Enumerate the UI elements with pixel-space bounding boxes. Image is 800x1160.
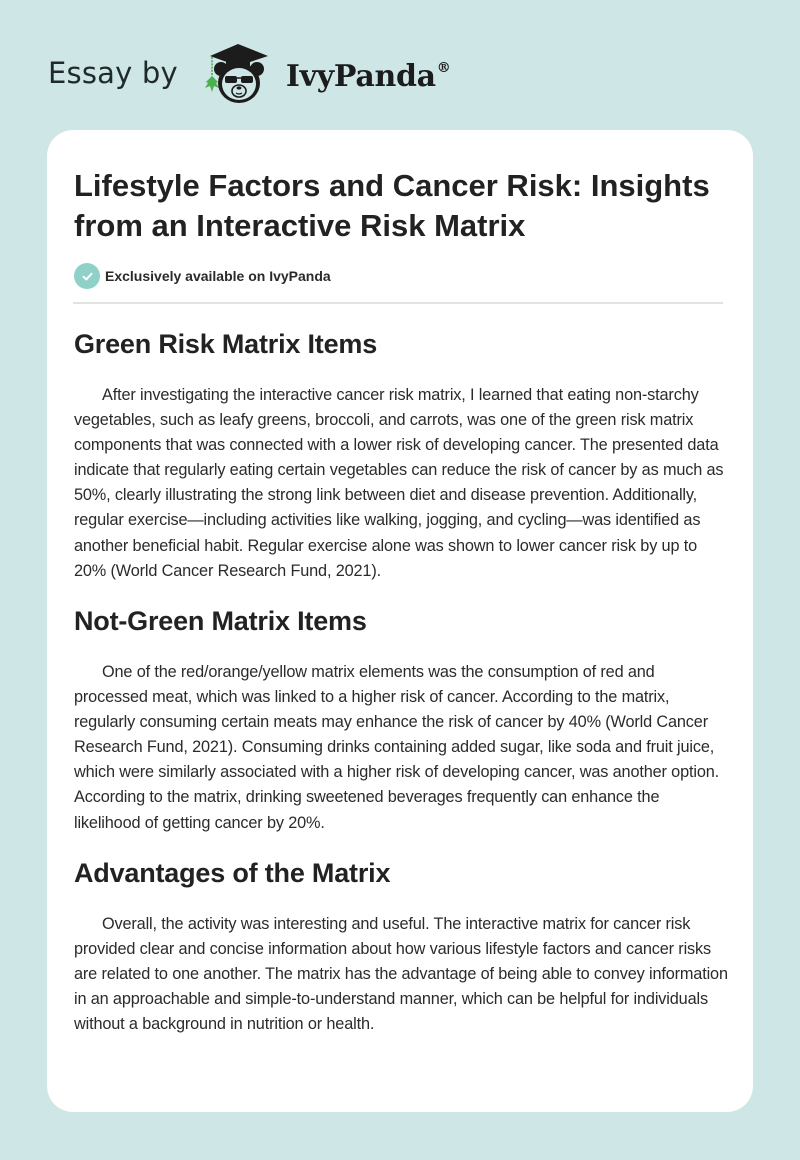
section-paragraph: One of the red/orange/yellow matrix elements was the consumption of red and processed meat, which was linked to a higher risk of cancer. According to the matrix, regularly consuming certain meats may enhance the risk of cancer by 40% (World Cancer Research Fund, 2021). Consuming drinks containing added sugar, like soda and fruit juice, which were similarly associated with a higher risk of developing cancer, was another option. According to the matrix, drinking sweetened beverages frequently can enhance the likelihood of getting cancer by 20%. [74,663,720,832]
section-paragraph: After investigating the interactive cancer risk matrix, I learned that eating non-starchy vegetables, such as leafy greens, broccoli, and carrots, was one of the green risk matrix components that was connected with a lower risk of developing cancer. The presented data indicate that regularly eating certain vegetables can reduce the risk of cancer by as much as 50%, clearly illustrating the strong link between diet and disease prevention. Additionally, regular exercise—including activities like walking, jogging, and cycling—was identified as another beneficial habit. Regular exercise alone was shown to lower cancer risk by up to 20% (World Cancer Research Fund, 2021). [74,386,724,580]
section-heading: Advantages of the Matrix [74,858,391,888]
essay-by-label: Essay by [48,55,178,90]
section-not-green [74,604,729,836]
essay-card [47,130,753,1112]
section-paragraph: Overall, the activity was interesting and useful. The interactive matrix for cancer risk provided clear and concise information about how various lifestyle factors and cancer risks are related to one another. The matrix has the advantage of being able to convey information in an approachable and simple-to-understand manner, which can be helpful for individuals without a background in nutrition or health. [74,915,728,1034]
check-circle-icon [74,263,100,289]
page-title: Lifestyle Factors and Cancer Risk: Insights from an Interactive Risk Matrix [74,168,710,243]
ivypanda-logo-link[interactable] [196,36,451,108]
exclusive-text: Exclusively available on IvyPanda [105,268,331,284]
panda-graduate-icon [196,36,280,108]
brand-name: IvyPanda® [285,58,451,94]
section-heading: Green Risk Matrix Items [74,329,378,359]
section-green-risk [74,327,729,584]
section-heading: Not-Green Matrix Items [74,606,367,636]
divider [73,302,723,304]
section-advantages [74,856,729,1037]
registered-mark: ® [436,59,451,76]
exclusive-badge [74,263,331,289]
site-header [48,36,451,108]
